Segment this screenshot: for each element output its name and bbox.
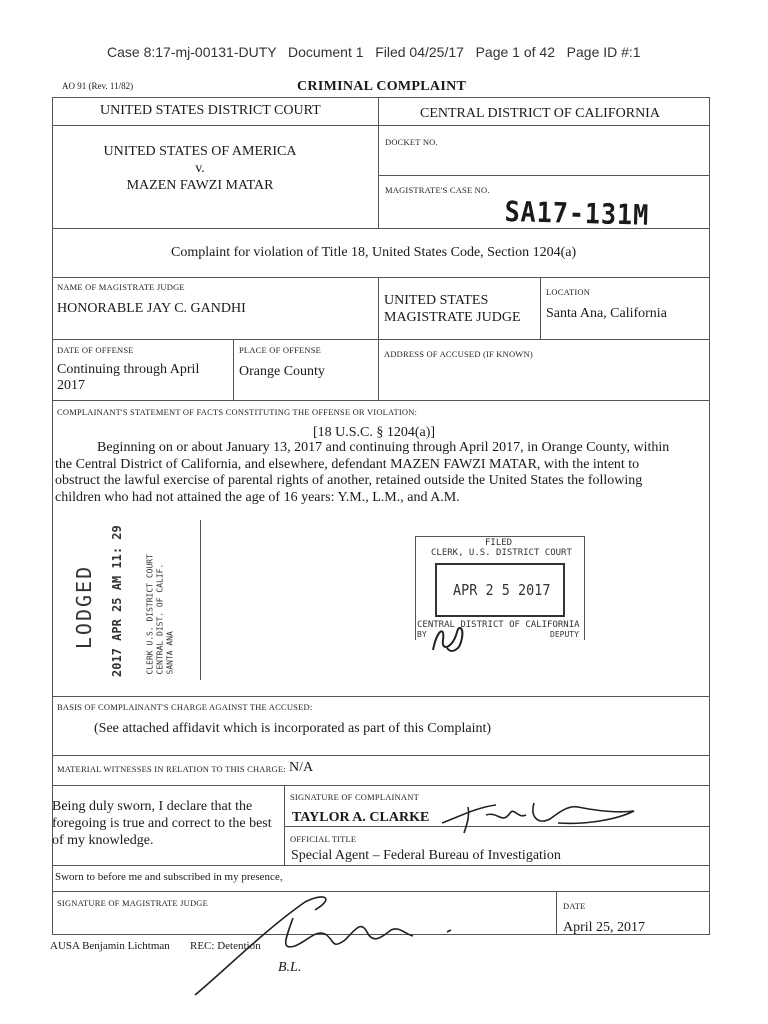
oath-line-2: foregoing is true and correct to the best <box>52 816 272 831</box>
witnesses-value: N/A <box>289 760 314 775</box>
caption-versus: v. <box>195 161 205 176</box>
filed-stamp-right-rule <box>584 536 585 640</box>
filing-header: Case 8:17-mj-00131-DUTY Document 1 Filed 04/25/17 Page 1 of 42 Page ID #:1 <box>107 44 641 60</box>
oath-statement <box>52 798 272 849</box>
rule <box>233 339 234 400</box>
rule <box>52 696 710 697</box>
facts-line-2: the Central District of California, and elsewhere, defendant MAZEN FAWZI MATAR, with the intent to <box>55 456 640 472</box>
filed-clerk: CLERK, U.S. DISTRICT COURT <box>431 548 572 558</box>
lodged-word: LODGED <box>72 564 97 650</box>
facts-label: COMPLAINANT'S STATEMENT OF FACTS CONSTITUTING THE OFFENSE OR VIOLATION: <box>57 407 418 417</box>
docket-label: DOCKET NO. <box>385 137 438 147</box>
facts-line-4: children who had not attained the age of 16 years: Y.M., L.M., and A.M. <box>55 489 460 505</box>
rule <box>52 785 710 786</box>
lodged-court: CLERK U.S. DISTRICT COURT <box>145 554 155 675</box>
basis-label: BASIS OF COMPLAINANT'S CHARGE AGAINST THE ACCUSED: <box>57 702 313 712</box>
basis-text: (See attached affidavit which is incorporated as part of this Complaint) <box>94 721 492 736</box>
date-of-offense-line2: 2017 <box>57 378 85 393</box>
date-label: DATE <box>563 901 586 911</box>
filed-stamp <box>415 536 585 646</box>
filed-stamp-left-rule <box>415 536 416 640</box>
lodged-city: SANTA ANA <box>165 631 175 675</box>
judge-title-line2: MAGISTRATE JUDGE <box>384 310 521 325</box>
address-label: ADDRESS OF ACCUSED (IF KNOWN) <box>384 349 533 359</box>
filed-deputy: DEPUTY <box>550 630 579 639</box>
deputy-initials-signature <box>425 620 475 660</box>
facts-line-1: Beginning on or about January 13, 2017 and continuing through April 2017, in Orange County, within <box>97 440 670 455</box>
oath-line-3: of my knowledge. <box>52 833 154 848</box>
footer-ausa: AUSA Benjamin Lichtman <box>50 940 170 952</box>
rule <box>556 891 557 935</box>
rule <box>378 175 710 176</box>
magistrate-signature-label: SIGNATURE OF MAGISTRATE JUDGE <box>57 898 209 908</box>
district-name: CENTRAL DISTRICT OF CALIFORNIA <box>420 106 660 121</box>
filed-date: APR 2 5 2017 <box>453 581 551 599</box>
filed-stamp-top-rule <box>415 536 585 537</box>
facts-citation: [18 U.S.C. § 1204(a)] <box>313 425 436 440</box>
complaint-statement: Complaint for violation of Title 18, United States Code, Section 1204(a) <box>171 245 577 260</box>
judge-label: NAME OF MAGISTRATE JUDGE <box>57 282 185 292</box>
complainant-name: TAYLOR A. CLARKE <box>292 810 430 825</box>
date-value: April 25, 2017 <box>563 920 646 935</box>
rule <box>52 277 710 278</box>
date-of-offense <box>57 362 199 394</box>
rule <box>52 400 710 401</box>
lodged-stamp-rule <box>200 520 201 680</box>
sworn-statement: Sworn to before me and subscribed in my presence, <box>55 871 283 883</box>
footer-rec: REC: Detention <box>190 940 261 952</box>
magistrate-case-label: MAGISTRATE'S CASE NO. <box>385 185 490 195</box>
court-name: UNITED STATES DISTRICT COURT <box>100 103 321 118</box>
facts-line-3: obstruct the lawful exercise of parental rights of another, retained outside the United States the following <box>55 473 643 488</box>
judge-title-line1: UNITED STATES <box>384 293 489 308</box>
case-caption <box>80 143 320 194</box>
complainant-signature <box>438 797 638 837</box>
form-border-right <box>709 97 710 935</box>
form-border-top <box>52 97 710 98</box>
caption-defendant: MAZEN FAWZI MATAR <box>126 178 274 193</box>
rule <box>540 277 541 339</box>
place-of-offense: Orange County <box>239 364 325 379</box>
rule <box>52 865 710 866</box>
form-id: AO 91 (Rev. 11/82) <box>62 81 134 91</box>
rule <box>378 277 379 401</box>
filed-word: FILED <box>485 538 513 548</box>
official-title-label: OFFICIAL TITLE <box>290 834 357 844</box>
official-title: Special Agent – Federal Bureau of Investigation <box>291 848 561 863</box>
lodged-district: CENTRAL DIST. OF CALIF. <box>155 563 165 675</box>
rule <box>52 755 710 756</box>
date-of-offense-label: DATE OF OFFENSE <box>57 345 134 355</box>
rule <box>284 785 285 865</box>
handwritten-initials: B.L. <box>278 960 302 975</box>
location-label: LOCATION <box>546 287 591 297</box>
complainant-signature-label: SIGNATURE OF COMPLAINANT <box>290 792 420 802</box>
caption-plaintiff: UNITED STATES OF AMERICA <box>103 144 297 159</box>
place-of-offense-label: PLACE OF OFFENSE <box>239 345 322 355</box>
date-of-offense-line1: Continuing through April <box>57 362 200 377</box>
form-title: CRIMINAL COMPLAINT <box>297 79 467 94</box>
lodged-stamp <box>60 520 220 685</box>
rule <box>52 125 710 126</box>
filed-by: BY <box>417 630 427 639</box>
rule <box>52 339 710 340</box>
magistrate-case-number: SA17-131M <box>504 195 650 232</box>
oath-line-1: Being duly sworn, I declare that the <box>52 799 253 814</box>
filed-district: CENTRAL DISTRICT OF CALIFORNIA <box>417 620 580 630</box>
lodged-datetime: 2017 APR 25 AM 11: 29 <box>110 525 124 677</box>
witnesses-label: MATERIAL WITNESSES IN RELATION TO THIS CHARGE: <box>57 764 286 774</box>
location-value: Santa Ana, California <box>546 306 667 321</box>
judge-name: HONORABLE JAY C. GANDHI <box>57 301 246 316</box>
rule <box>378 97 379 228</box>
judge-title <box>384 292 521 326</box>
facts-paragraph <box>55 440 669 506</box>
